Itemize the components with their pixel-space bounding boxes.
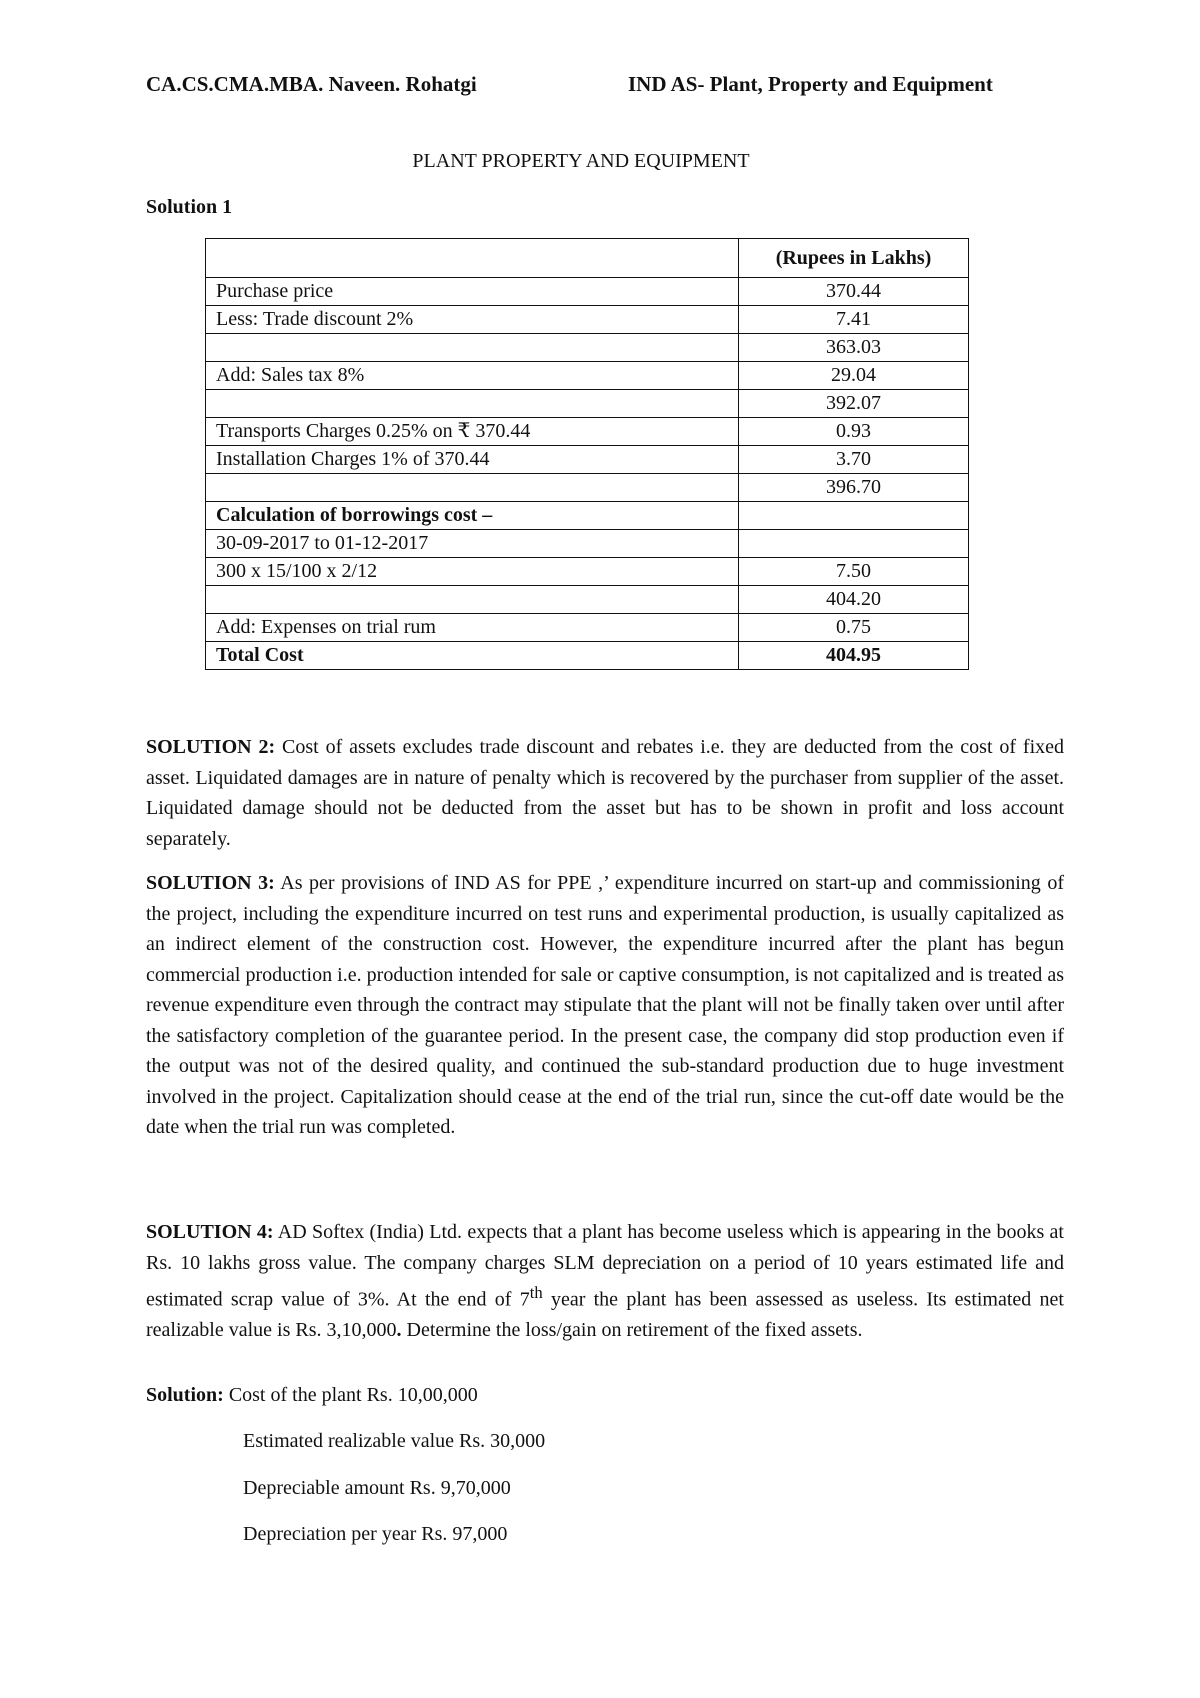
table-row (206, 446, 969, 474)
solution4-superscript: th (529, 1283, 543, 1302)
solution3-paragraph (146, 868, 1064, 1143)
row-value: 7.41 (739, 306, 969, 334)
working-label: Solution: (146, 1384, 224, 1406)
table-row (206, 502, 969, 530)
row-description (206, 390, 739, 418)
table-row (206, 418, 969, 446)
solution4-text-3: Determine the loss/gain on retirement of the fixed assets. (401, 1319, 863, 1342)
depreciable-amount: Depreciable amount Rs. 9,70,000 (243, 1477, 511, 1499)
solution4-label: SOLUTION 4: (146, 1221, 274, 1243)
solution4-text-1: AD Softex (India) Ltd. expects that a plant has become useless which is appearing in the books at Rs. 10 lakhs gross value. The company charges SLM depreciation on a period of 10 years estimated life and estimated scrap value of 3%. At the end of 7 (146, 1221, 1064, 1311)
solution1-heading: Solution 1 (146, 196, 233, 218)
row-value: 0.75 (739, 614, 969, 642)
row-description (206, 586, 739, 614)
table-row (206, 614, 969, 642)
solution3-label: SOLUTION 3: (146, 872, 275, 894)
row-description: Add: Sales tax 8% (206, 362, 739, 390)
row-description (206, 334, 739, 362)
table-row (206, 278, 969, 306)
table-row (206, 474, 969, 502)
cost-of-plant: Cost of the plant Rs. 10,00,000 (228, 1384, 478, 1406)
table-row (206, 530, 969, 558)
row-description: Transports Charges 0.25% on ₹ 370.44 (206, 418, 739, 446)
row-description: Total Cost (206, 642, 739, 670)
estimated-realizable-value: Estimated realizable value Rs. 30,000 (243, 1430, 546, 1452)
solution2-paragraph (146, 732, 1064, 854)
row-description: Add: Expenses on trial rum (206, 614, 739, 642)
row-description (206, 474, 739, 502)
working-first-line (146, 1384, 478, 1407)
table-row (206, 390, 969, 418)
header-subject: IND AS- Plant, Property and Equipment (628, 72, 993, 96)
row-value: 392.07 (739, 390, 969, 418)
row-description: 300 x 15/100 x 2/12 (206, 558, 739, 586)
row-value: 404.95 (739, 642, 969, 670)
row-value: 370.44 (739, 278, 969, 306)
row-value: 29.04 (739, 362, 969, 390)
row-description: 30-09-2017 to 01-12-2017 (206, 530, 739, 558)
row-value: 7.50 (739, 558, 969, 586)
table-total-row (206, 642, 969, 670)
table-row (206, 306, 969, 334)
solution3-text: As per provisions of IND AS for PPE ,’ expenditure incurred on start-up and commissioning of the project, including the expenditure incurred on test runs and experimental production, is usually capitalized as an indirect element of the construction cost. However, the expenditure incurred after the plant has begun commercial production i.e. production intended for sale or captive consumption, is not capitalized and is treated as revenue expenditure even through the contract may stipulate that the plant will not be finally taken over until after the satisfactory completion of the guarantee period. In the present case, the company did stop production even if the output was not of the desired quality, and continued the sub-standard production due to huge investment involved in the project. Capitalization should cease at the end of the trial run, since the cut-off date would be the date when the trial run was completed. (146, 872, 1065, 1138)
table-row (206, 362, 969, 390)
header-author: CA.CS.CMA.MBA. Naveen. Rohatgi (146, 72, 477, 96)
row-value: 404.20 (739, 586, 969, 614)
row-description: Less: Trade discount 2% (206, 306, 739, 334)
row-description: Purchase price (206, 278, 739, 306)
row-value: 3.70 (739, 446, 969, 474)
depreciation-per-year: Depreciation per year Rs. 97,000 (243, 1523, 508, 1545)
solution4-text-2: year the plant has been assessed as useless. Its estimated net realizable value is Rs. 3,10,000 (146, 1288, 1064, 1342)
table-row (206, 586, 969, 614)
solution4-paragraph (146, 1217, 1064, 1346)
table-header-value: (Rupees in Lakhs) (739, 239, 969, 278)
row-value: 363.03 (739, 334, 969, 362)
table-row (206, 558, 969, 586)
table-row (206, 334, 969, 362)
row-value (739, 502, 969, 530)
row-description: Installation Charges 1% of 370.44 (206, 446, 739, 474)
row-value (739, 530, 969, 558)
row-value: 396.70 (739, 474, 969, 502)
row-description: Calculation of borrowings cost – (206, 502, 739, 530)
solution2-text: Cost of assets excludes trade discount and rebates i.e. they are deducted from the cost of fixed asset. Liquidated damages are in nature of penalty which is recovered by the purchaser from supplier of the asset. Liquidated damage should not be deducted from the asset but has to be shown in profit and loss account separately. (146, 736, 1065, 850)
table-header-row (206, 239, 969, 278)
solution2-label: SOLUTION 2: (146, 736, 276, 758)
table-header-blank (206, 239, 739, 278)
row-value: 0.93 (739, 418, 969, 446)
cost-calculation-table (205, 238, 969, 670)
page-title: PLANT PROPERTY AND EQUIPMENT (412, 150, 750, 172)
solution4-bold-period: . (396, 1319, 402, 1342)
